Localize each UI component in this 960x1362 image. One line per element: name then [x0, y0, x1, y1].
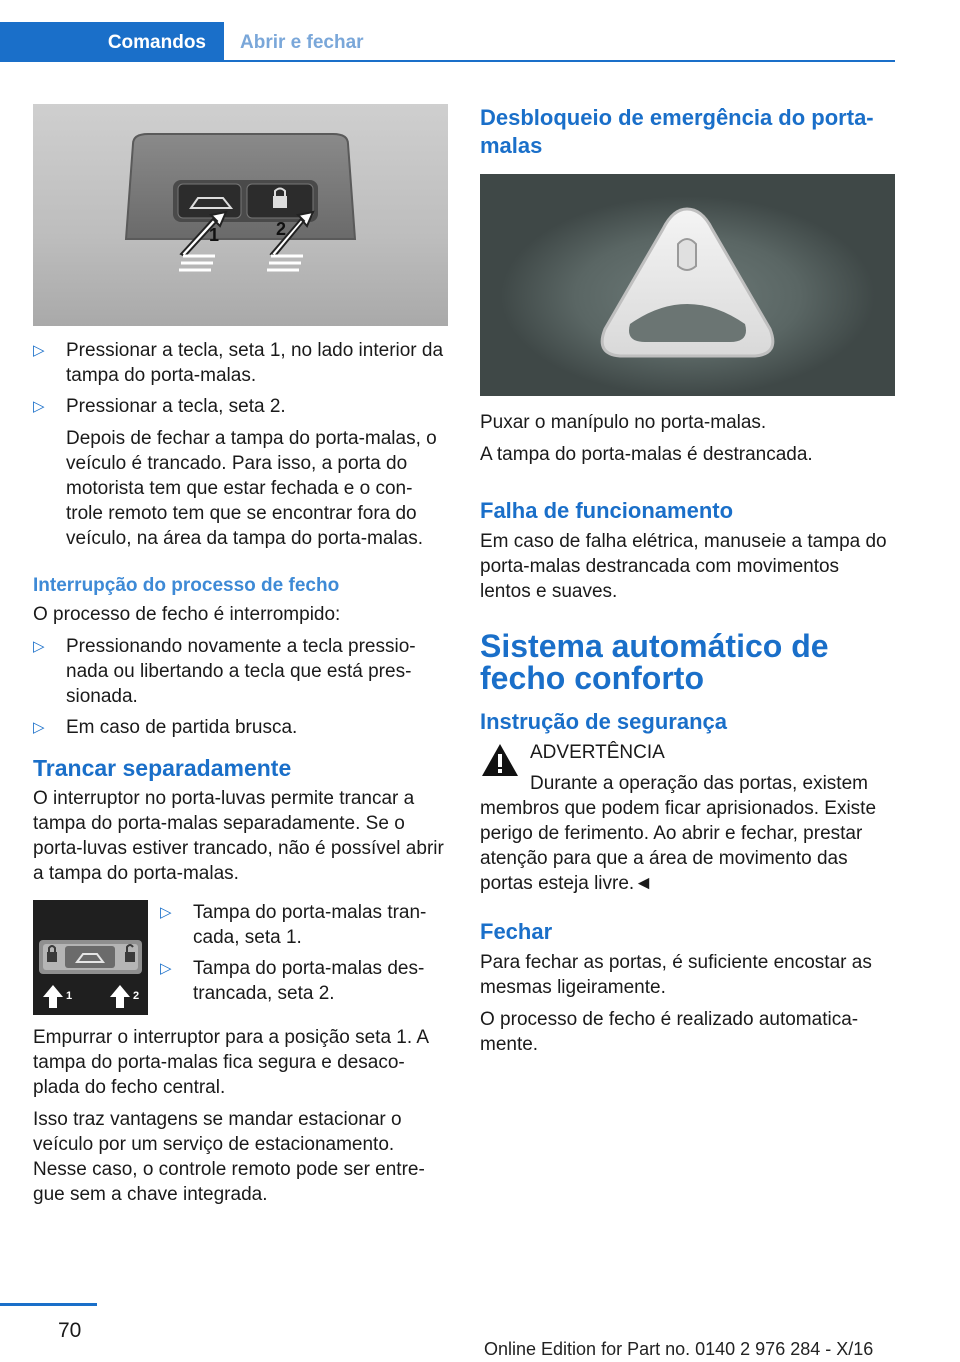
bullet-icon: ▷ [33, 342, 45, 359]
emergency-heading: Desbloqueio de emergência do porta-malas [480, 105, 874, 158]
bullet-icon: ▷ [160, 904, 172, 921]
close-text-2: O processo de fecho é realizado automatica-mente. [480, 1009, 859, 1055]
page-number: 70 [58, 1319, 82, 1342]
tailgate-buttons-photo [33, 104, 448, 326]
header-rule [224, 60, 895, 62]
switch-label-1: 1 [66, 990, 73, 1002]
list-item [160, 956, 448, 1006]
unlocked-text: A tampa do porta-malas é destrancada. [480, 444, 813, 465]
list-text: Pressionando novamente a tecla pressio-nada ou libertando a tecla que está pres-sionada. [66, 636, 416, 707]
footer-edition: Online Edition for Part no. 0140 2 976 284 - X/16 [484, 1339, 874, 1359]
push-text: Empurrar o interruptor para a posição seta 1. A tampa do porta-malas fica segura e desaco-plada do fecho central. [33, 1027, 428, 1098]
interrupt-list [33, 634, 448, 740]
interrupt-heading: Interrupção do processo de fecho [33, 575, 340, 596]
interrupt-intro: O processo de fecho é interrompido: [33, 604, 341, 625]
bullet-icon: ▷ [33, 638, 45, 655]
fault-text: Em caso de falha elétrica, manuseie a tampa do porta-malas destrancada com movimentos lentos e suaves. [480, 531, 887, 602]
list-item [33, 394, 448, 551]
pull-text: Puxar o manípulo no porta-malas. [480, 412, 767, 433]
list-item [33, 715, 448, 740]
left-column [33, 104, 448, 1214]
section-tab-abrir-e-fechar: Abrir e fechar [240, 31, 364, 53]
step-detail: Depois de fechar a tampa do porta-malas, o veículo é trancado. Para isso, a porta do motorista tem que estar fechada e o con-trole remoto tem que se encontrar fora do veículo, na área da tampa do porta-malas. [66, 428, 437, 549]
switch-positions-list [160, 900, 448, 1015]
close-heading: Fechar [480, 919, 553, 944]
glovebox-switch-photo [33, 900, 148, 1015]
list-item [33, 634, 448, 709]
arrow-label-1: 1 [209, 225, 220, 245]
system-heading: Sistema automático de fecho conforto [480, 628, 829, 696]
list-text: Em caso de partida brusca. [66, 717, 298, 738]
warning-block [480, 740, 895, 765]
list-item [160, 900, 448, 950]
advantage-text: Isso traz vantagens se mandar estacionar o veículo por um serviço de estacionamento. Nesse caso, o controle remoto pode ser entre-gue sem a chave integrada. [33, 1109, 425, 1205]
section-tab-comandos: Comandos [0, 22, 224, 62]
safety-heading: Instrução de segurança [480, 709, 727, 734]
lock-text: O interruptor no porta-luvas permite trancar a tampa do porta-malas separadamente. Se o porta-luvas estiver trancado, não é possível abrir a tampa do porta-malas. [33, 788, 444, 884]
emergency-handle-photo [480, 174, 895, 396]
bullet-icon: ▷ [160, 960, 172, 977]
step-text: Pressionar a tecla, seta 1, no lado interior da tampa do porta-malas. [66, 340, 444, 386]
lock-heading: Trancar separadamente [33, 755, 292, 781]
bullet-icon: ▷ [33, 719, 45, 736]
right-column [480, 104, 895, 1064]
list-text: Tampa do porta-malas des-trancada, seta 2. [193, 958, 425, 1004]
footer-rule [0, 1303, 97, 1306]
bullet-icon: ▷ [33, 398, 45, 415]
list-text: Tampa do porta-malas tran-cada, seta 1. [193, 902, 427, 948]
button-steps-list [33, 338, 448, 551]
switch-label-2: 2 [133, 990, 140, 1002]
step-text: Pressionar a tecla, seta 2. [66, 396, 286, 417]
warning-text: Durante a operação das portas, existem membros que podem ficar aprisionados. Existe perigo de ferimento. Ao abrir e fechar, prestar atenção para que a área de movimento das portas esteja livre.◄ [480, 773, 877, 894]
list-item [33, 338, 448, 388]
warning-icon [480, 742, 520, 778]
fault-heading: Falha de funcionamento [480, 498, 734, 523]
arrow-label-2: 2 [276, 219, 287, 239]
close-text-1: Para fechar as portas, é suficiente encostar as mesmas ligeiramente. [480, 952, 872, 998]
switch-figure-block [33, 900, 448, 1015]
warning-title: ADVERTÊNCIA [530, 742, 665, 763]
page-header [0, 0, 895, 62]
